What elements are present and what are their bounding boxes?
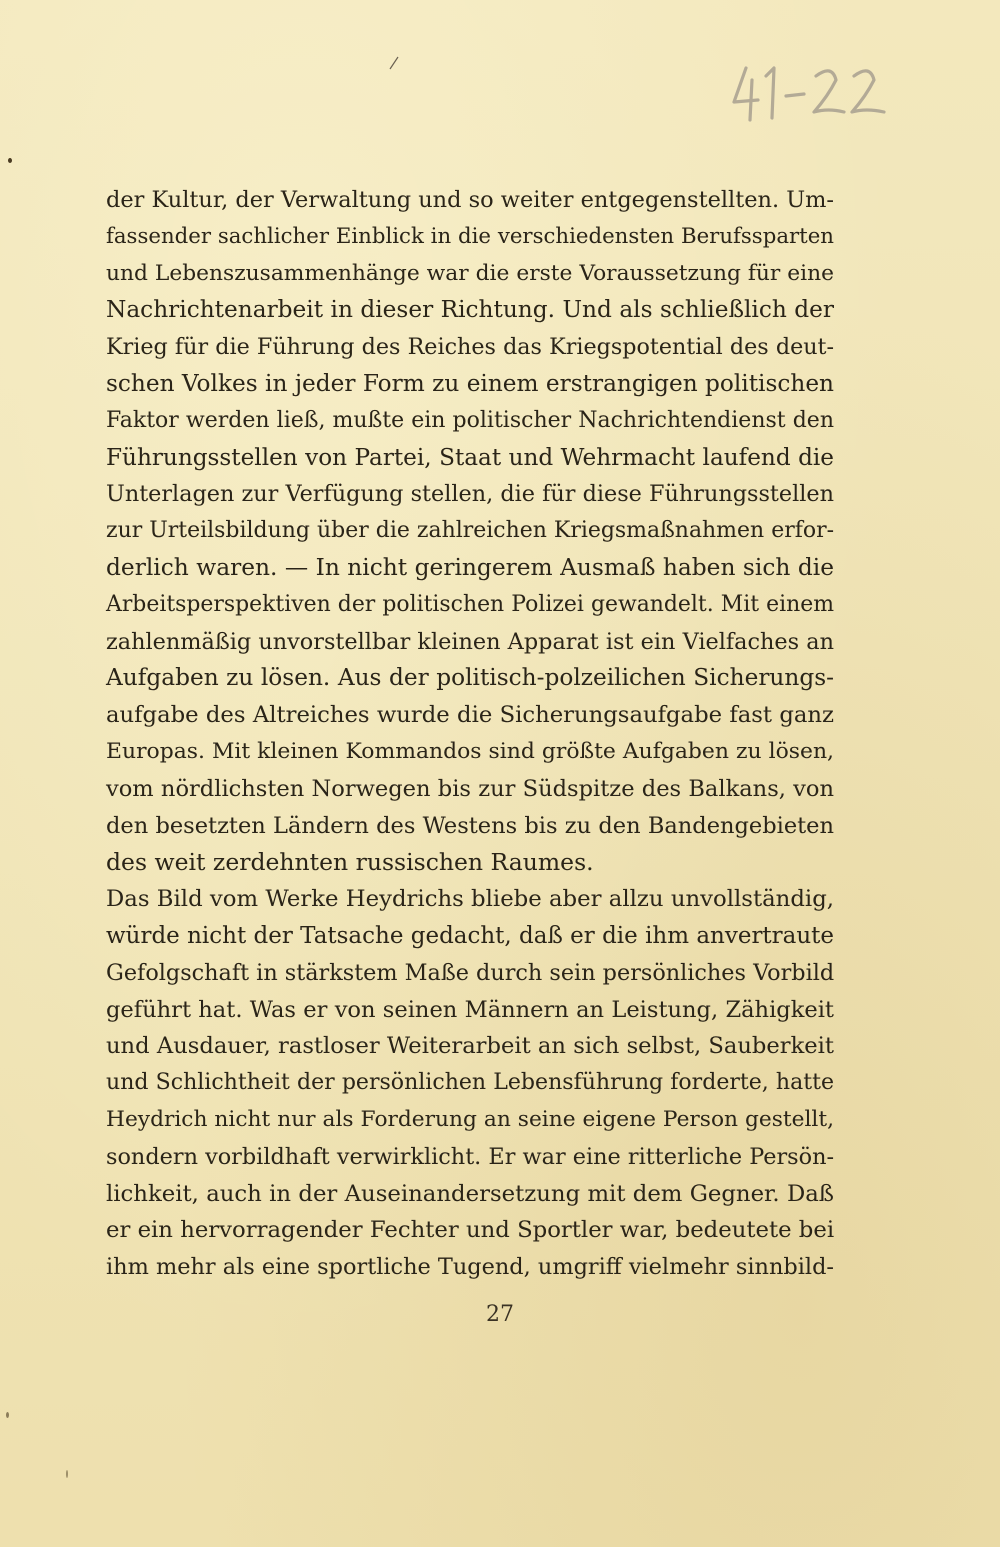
text-line: und Ausdauer, rastloser Weiterarbeit an sich selbst, Sauberkeit (106, 1033, 834, 1060)
text-line: aufgabe des Altreiches wurde die Sicherungsaufgabe fast ganz (106, 702, 834, 729)
archive-number-drawing (728, 62, 898, 132)
text-line: zahlenmäßig unvorstellbar kleinen Apparat ist ein Vielfaches an (106, 628, 834, 655)
paper-speck (8, 158, 12, 163)
text-line: des weit zerdehnten russischen Raumes. (106, 848, 594, 877)
text-line: Unterlagen zur Verfügung stellen, die für diese Führungsstellen (106, 481, 834, 508)
pencil-tick-mark (388, 56, 400, 70)
handwritten-archive-number (728, 62, 898, 132)
text-line: zur Urteilsbildung über die zahlreichen Kriegsmaßnahmen erfor- (106, 518, 834, 544)
text-line: Faktor werden ließ, mußte ein politischer Nachrichtendienst den (106, 407, 834, 433)
text-line: Heydrich nicht nur als Forderung an seine eigene Person gestellt, (106, 1106, 834, 1132)
text-line: derlich waren. — In nicht geringerem Ausmaß haben sich die (106, 553, 834, 581)
text-line: Führungsstellen von Partei, Staat und Wehrmacht laufend die (106, 444, 834, 471)
text-line: und Lebenszusammenhänge war die erste Voraussetzung für eine (106, 260, 834, 286)
body-text (106, 182, 834, 1286)
page-number: 27 (486, 1302, 514, 1327)
text-line: Arbeitsperspektiven der politischen Polizei gewandelt. Mit einem (106, 591, 834, 617)
text-line: sondern vorbildhaft verwirklicht. Er war eine ritterliche Persön- (106, 1143, 835, 1170)
text-line: würde nicht der Tatsache gedacht, daß er die ihm anvertraute (106, 922, 834, 949)
text-line: der Kultur, der Verwaltung und so weiter entgegenstellten. Um- (106, 187, 834, 213)
text-line: Aufgaben zu lösen. Aus der politisch-polzeilichen Sicherungs- (106, 664, 834, 692)
text-line: Gefolgschaft in stärkstem Maße durch sein persönliches Vorbild (106, 959, 835, 986)
paper-speck (6, 1412, 9, 1418)
text-line: lichkeit, auch in der Auseinandersetzung mit dem Gegner. Daß (106, 1180, 834, 1207)
text-line: vom nördlichsten Norwegen bis zur Südspitze des Balkans, von (106, 775, 834, 802)
text-line: den besetzten Ländern des Westens bis zu den Bandengebieten (106, 812, 834, 839)
text-line: und Schlichtheit der persönlichen Lebensführung forderte, hatte (106, 1070, 834, 1096)
text-line: ihm mehr als eine sportliche Tugend, umgriff vielmehr sinnbild- (106, 1254, 834, 1281)
text-line: Europas. Mit kleinen Kommandos sind größte Aufgaben zu lösen, (106, 738, 834, 764)
text-line: geführt hat. Was er von seinen Männern an Leistung, Zähigkeit (106, 996, 834, 1023)
text-line: Das Bild vom Werke Heydrichs bliebe aber allzu unvollständig, (106, 886, 834, 913)
text-line: er ein hervorragender Fechter und Sportler war, bedeutete bei (106, 1217, 835, 1244)
text-line: schen Volkes in jeder Form zu einem erstrangigen politischen (106, 369, 834, 397)
text-line: Nachrichtenarbeit in dieser Richtung. Und als schließlich der (106, 296, 834, 324)
paper-speck (66, 1470, 68, 1478)
text-line: fassender sachlicher Einblick in die verschiedensten Berufssparten (106, 223, 834, 249)
text-line: Krieg für die Führung des Reiches das Kriegspotential des deut- (106, 334, 834, 361)
